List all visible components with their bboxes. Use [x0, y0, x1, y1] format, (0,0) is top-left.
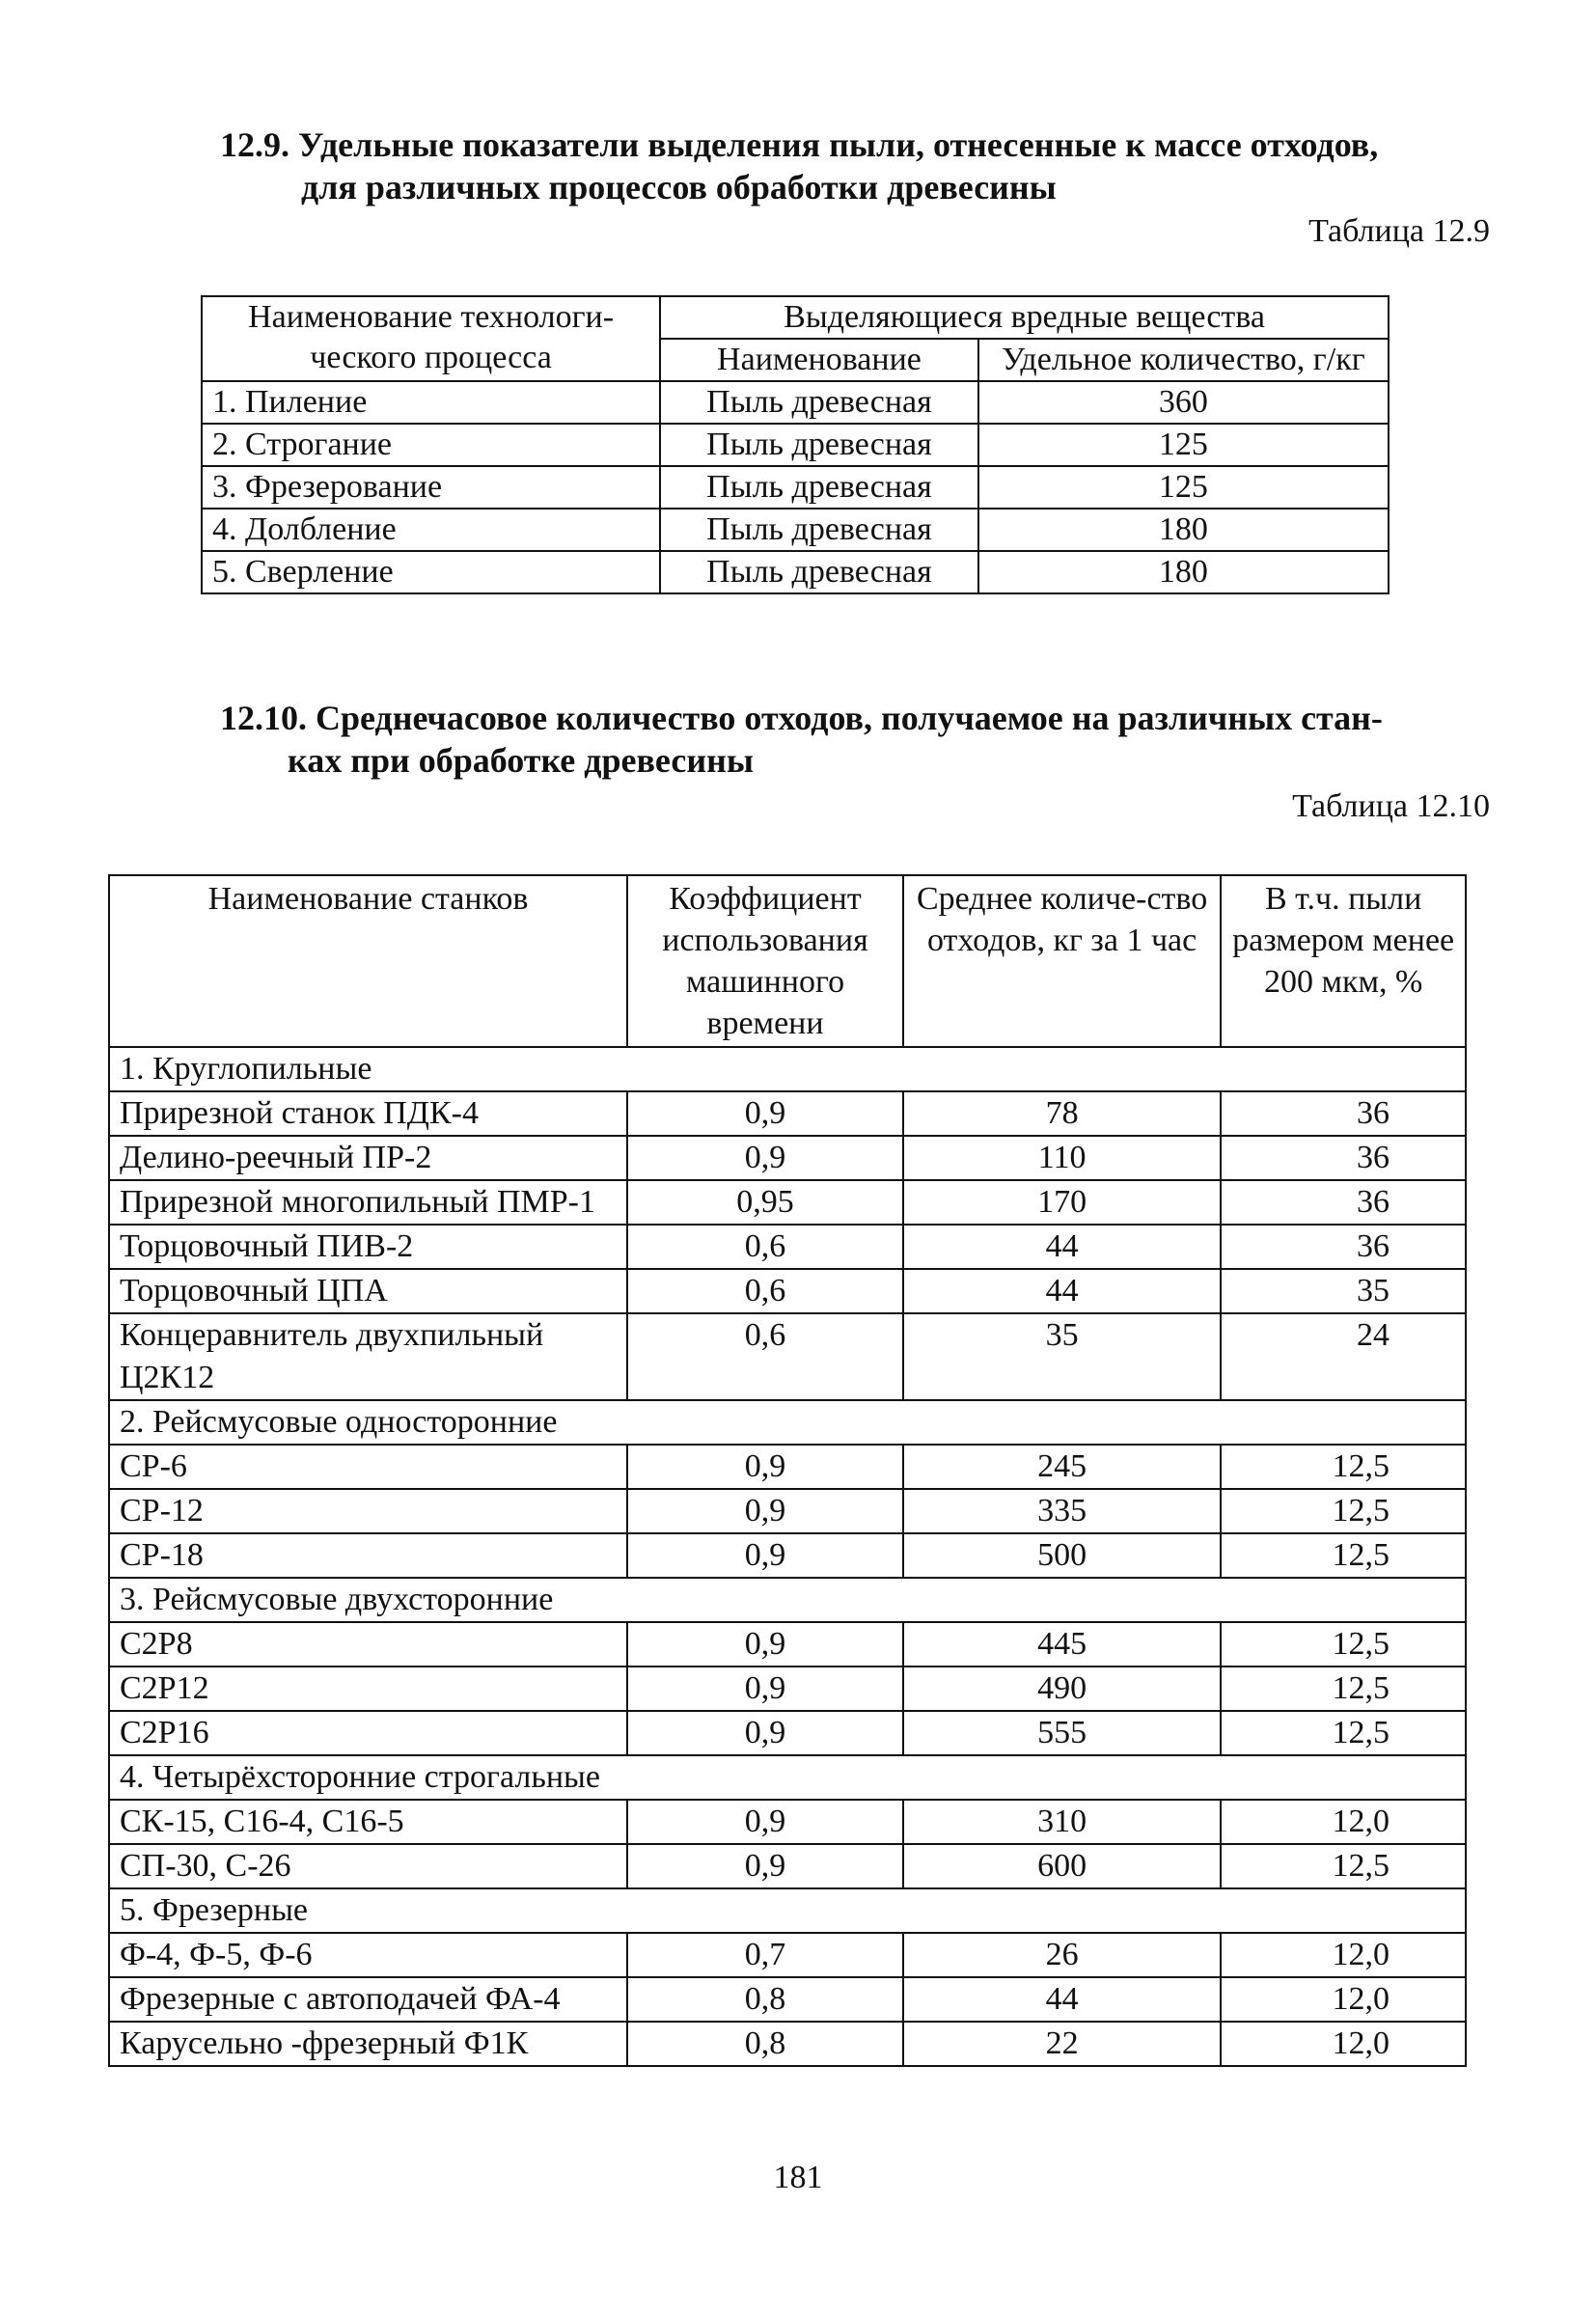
coefficient-cell: 0,9	[627, 1800, 903, 1844]
table-caption: Таблица 12.10	[1292, 788, 1490, 824]
substance-cell: Пыль древесная	[660, 466, 978, 509]
dust-share-cell: 36	[1221, 1225, 1466, 1269]
average-waste-cell: 500	[903, 1533, 1221, 1578]
header-substances: Выделяющиеся вредные вещества	[660, 296, 1389, 339]
machine-cell: Концеравнитель двухпильный Ц2К12	[109, 1313, 627, 1400]
coefficient-cell: 0,9	[627, 1489, 903, 1533]
machine-cell: СР-6	[109, 1445, 627, 1489]
group-title: 5. Фрезерные	[109, 1888, 1466, 1933]
substance-cell: Пыль древесная	[660, 424, 978, 466]
dust-share-cell: 12,5	[1221, 1533, 1466, 1578]
table-row	[202, 509, 1389, 551]
coefficient-cell: 0,9	[627, 1445, 903, 1489]
dust-share-cell: 36	[1221, 1136, 1466, 1180]
table-row	[202, 381, 1389, 424]
table-row	[109, 1711, 1466, 1755]
coefficient-cell: 0,6	[627, 1225, 903, 1269]
machine-cell: Торцовочный ЦПА	[109, 1269, 627, 1313]
average-waste-cell: 110	[903, 1136, 1221, 1180]
coefficient-cell: 0,95	[627, 1180, 903, 1225]
coefficient-cell: 0,7	[627, 1933, 903, 1977]
table-row	[109, 1225, 1466, 1269]
table-row	[202, 551, 1389, 593]
machine-cell: СР-18	[109, 1533, 627, 1578]
average-waste-cell: 445	[903, 1622, 1221, 1667]
machine-cell: Делино-реечный ПР-2	[109, 1136, 627, 1180]
header-average-waste: Среднее количе-ство отходов, кг за 1 час	[903, 875, 1221, 1047]
table-row	[109, 1533, 1466, 1578]
table-row	[109, 1933, 1466, 1977]
amount-cell: 180	[978, 551, 1389, 593]
dust-share-cell: 36	[1221, 1091, 1466, 1136]
average-waste-cell: 26	[903, 1933, 1221, 1977]
header-coefficient: Коэффициент использования машинного времени	[627, 875, 903, 1047]
dust-share-cell: 12,5	[1221, 1667, 1466, 1711]
coefficient-cell: 0,9	[627, 1091, 903, 1136]
coefficient-cell: 0,9	[627, 1844, 903, 1888]
dust-share-cell: 12,0	[1221, 2022, 1466, 2066]
section-title-line1: Среднечасовое количество отходов, получаемое на различных стан-	[316, 699, 1383, 737]
average-waste-cell: 245	[903, 1445, 1221, 1489]
section-title-line2: для различных процессов обработки древесины	[301, 168, 1057, 207]
dust-share-cell: 24	[1221, 1313, 1466, 1400]
header-process: Наименование технологи-ческого процесса	[202, 296, 660, 381]
dust-share-cell: 12,0	[1221, 1800, 1466, 1844]
table-row	[109, 1313, 1466, 1400]
coefficient-cell: 0,8	[627, 1977, 903, 2022]
section-heading-12-10	[220, 697, 1494, 782]
amount-cell: 360	[978, 381, 1389, 424]
section-heading-12-9	[220, 124, 1474, 208]
section-title-line2: ках при обработке древесины	[288, 741, 754, 780]
group-row	[109, 1755, 1466, 1800]
table-row	[109, 1622, 1466, 1667]
dust-share-cell: 12,5	[1221, 1489, 1466, 1533]
header-machine: Наименование станков	[109, 875, 627, 1047]
machine-cell: Фрезерные с автоподачей ФА-4	[109, 1977, 627, 2022]
process-cell: 3. Фрезерование	[202, 466, 660, 509]
table-row	[109, 1269, 1466, 1313]
machine-cell: С2Р8	[109, 1622, 627, 1667]
amount-cell: 125	[978, 424, 1389, 466]
substance-cell: Пыль древесная	[660, 551, 978, 593]
coefficient-cell: 0,9	[627, 1667, 903, 1711]
section-title-line1: Удельные показатели выделения пыли, отнесенные к массе отходов,	[298, 125, 1379, 164]
group-title: 4. Четырёхсторонние строгальные	[109, 1755, 1466, 1800]
table-row	[109, 1977, 1466, 2022]
machine-cell: Ф-4, Ф-5, Ф-6	[109, 1933, 627, 1977]
coefficient-cell: 0,6	[627, 1313, 903, 1400]
dust-share-cell: 12,5	[1221, 1711, 1466, 1755]
average-waste-cell: 335	[903, 1489, 1221, 1533]
machine-cell: С2Р16	[109, 1711, 627, 1755]
machine-cell: Торцовочный ПИВ-2	[109, 1225, 627, 1269]
group-row	[109, 1578, 1466, 1622]
machine-cell: СП-30, С-26	[109, 1844, 627, 1888]
dust-share-cell: 36	[1221, 1180, 1466, 1225]
dust-share-cell: 12,5	[1221, 1622, 1466, 1667]
average-waste-cell: 310	[903, 1800, 1221, 1844]
section-number: 12.10.	[220, 699, 307, 737]
average-waste-cell: 22	[903, 2022, 1221, 2066]
header-specific-amount: Удельное количество, г/кг	[978, 339, 1389, 381]
coefficient-cell: 0,9	[627, 1622, 903, 1667]
group-row	[109, 1047, 1466, 1091]
table-12-9	[201, 295, 1390, 594]
coefficient-cell: 0,8	[627, 2022, 903, 2066]
average-waste-cell: 600	[903, 1844, 1221, 1888]
table-row	[109, 1180, 1466, 1225]
dust-share-cell: 12,5	[1221, 1844, 1466, 1888]
table-12-10	[108, 874, 1467, 2067]
average-waste-cell: 555	[903, 1711, 1221, 1755]
dust-share-cell: 12,5	[1221, 1445, 1466, 1489]
table-row	[202, 424, 1389, 466]
machine-cell: СК-15, С16-4, С16-5	[109, 1800, 627, 1844]
average-waste-cell: 44	[903, 1225, 1221, 1269]
average-waste-cell: 35	[903, 1313, 1221, 1400]
table-row	[109, 1445, 1466, 1489]
machine-cell: Прирезной многопильный ПМР-1	[109, 1180, 627, 1225]
process-cell: 4. Долбление	[202, 509, 660, 551]
machine-cell: СР-12	[109, 1489, 627, 1533]
dust-share-cell: 12,0	[1221, 1933, 1466, 1977]
table-row	[109, 1844, 1466, 1888]
average-waste-cell: 78	[903, 1091, 1221, 1136]
group-title: 2. Рейсмусовые односторонние	[109, 1400, 1466, 1445]
coefficient-cell: 0,6	[627, 1269, 903, 1313]
page-number: 181	[773, 2160, 823, 2195]
table-row	[109, 2022, 1466, 2066]
coefficient-cell: 0,9	[627, 1533, 903, 1578]
table-caption: Таблица 12.9	[1308, 213, 1490, 249]
group-row	[109, 1888, 1466, 1933]
average-waste-cell: 170	[903, 1180, 1221, 1225]
group-title: 3. Рейсмусовые двухсторонние	[109, 1578, 1466, 1622]
table-row	[109, 1800, 1466, 1844]
process-cell: 1. Пиление	[202, 381, 660, 424]
header-dust-share: В т.ч. пыли размером менее 200 мкм, %	[1221, 875, 1466, 1047]
table-row	[109, 1091, 1466, 1136]
substance-cell: Пыль древесная	[660, 381, 978, 424]
substance-cell: Пыль древесная	[660, 509, 978, 551]
header-substance-name: Наименование	[660, 339, 978, 381]
process-cell: 5. Сверление	[202, 551, 660, 593]
average-waste-cell: 44	[903, 1977, 1221, 2022]
table-row	[109, 1667, 1466, 1711]
machine-cell: Прирезной станок ПДК-4	[109, 1091, 627, 1136]
coefficient-cell: 0,9	[627, 1136, 903, 1180]
average-waste-cell: 44	[903, 1269, 1221, 1313]
table-row	[109, 1489, 1466, 1533]
amount-cell: 125	[978, 466, 1389, 509]
table-row	[202, 466, 1389, 509]
amount-cell: 180	[978, 509, 1389, 551]
dust-share-cell: 12,0	[1221, 1977, 1466, 2022]
dust-share-cell: 35	[1221, 1269, 1466, 1313]
section-number: 12.9.	[220, 125, 289, 164]
machine-cell: С2Р12	[109, 1667, 627, 1711]
coefficient-cell: 0,9	[627, 1711, 903, 1755]
machine-cell: Карусельно -фрезерный Ф1К	[109, 2022, 627, 2066]
average-waste-cell: 490	[903, 1667, 1221, 1711]
group-row	[109, 1400, 1466, 1445]
group-title: 1. Круглопильные	[109, 1047, 1466, 1091]
process-cell: 2. Строгание	[202, 424, 660, 466]
table-row	[109, 1136, 1466, 1180]
